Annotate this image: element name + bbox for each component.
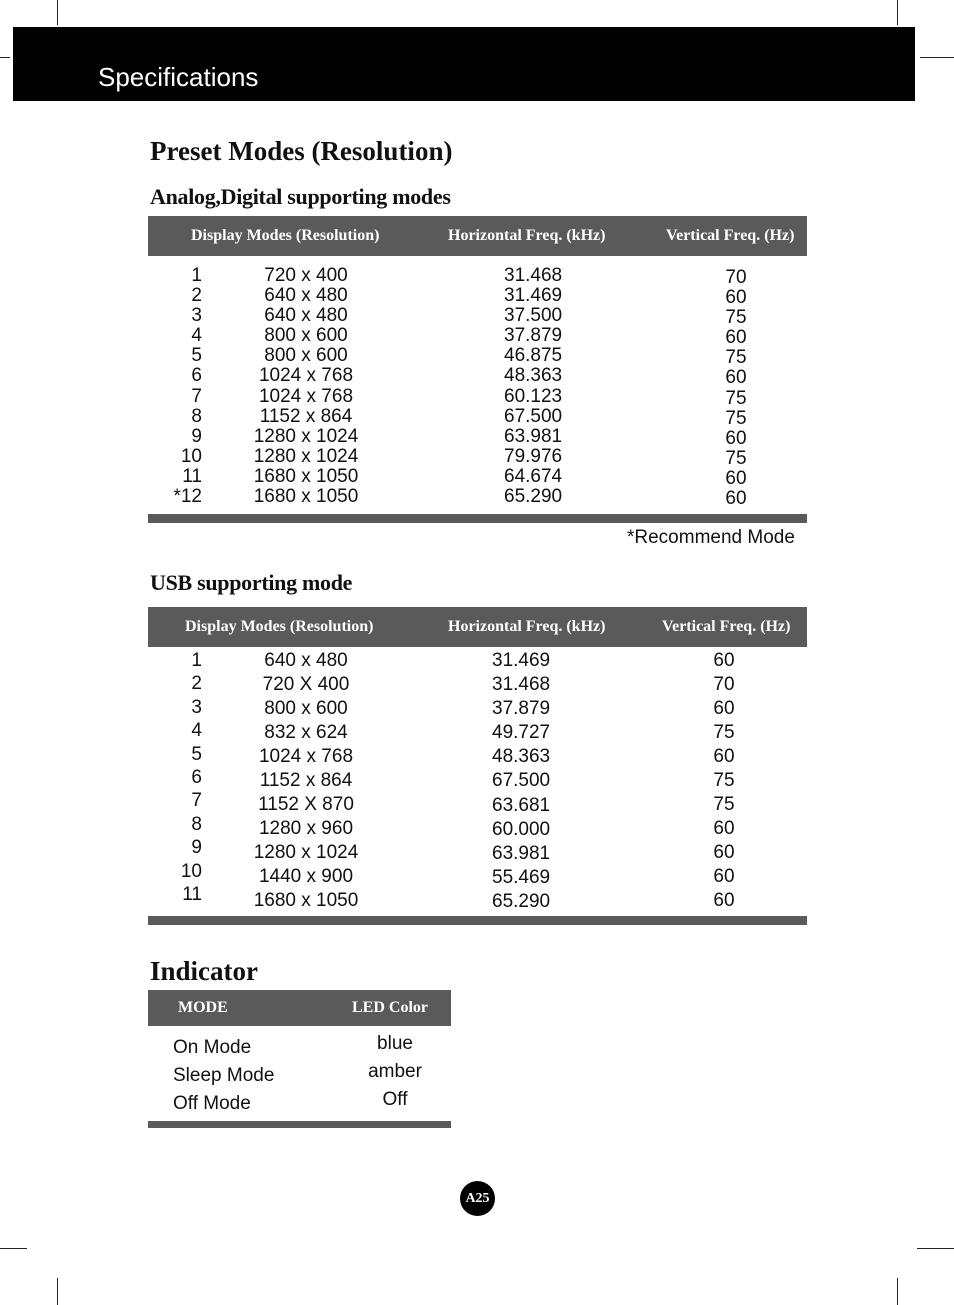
cell-vfreq: 70 <box>725 267 747 288</box>
cell-resolution: 1152 x 864 <box>259 770 353 791</box>
table-rule-indicator <box>148 1121 451 1128</box>
row-number: 9 <box>191 425 202 447</box>
cell-resolution: 1680 x 1050 <box>253 486 359 508</box>
row-number: 2 <box>191 285 202 307</box>
cell-resolution: 1280 x 1024 <box>253 445 359 467</box>
cell-hfreq: 67.500 <box>492 770 551 792</box>
analog-col-resolution <box>236 266 376 507</box>
row-number: 11 <box>182 884 202 906</box>
cell-resolution: 1024 x 768 <box>258 365 354 387</box>
cell-vfreq: 60 <box>713 866 735 887</box>
recommend-note: *Recommend Mode <box>627 527 795 548</box>
usb-col-vfreq <box>700 649 748 913</box>
cell-resolution: 1440 x 900 <box>258 866 354 887</box>
row-number: *12 <box>173 486 202 508</box>
cell-hfreq: 64.674 <box>504 465 563 487</box>
row-number: 4 <box>191 720 202 742</box>
row-number: 8 <box>191 813 202 835</box>
cell-vfreq: 75 <box>725 347 747 369</box>
cell-hfreq: 37.879 <box>492 698 551 720</box>
cell-resolution: 800 x 600 <box>264 345 348 367</box>
cell-hfreq: 49.727 <box>492 722 551 744</box>
cell-hfreq: 79.976 <box>504 445 563 467</box>
section-title-preset: Preset Modes (Resolution) <box>150 136 453 166</box>
cell-vfreq: 60 <box>713 842 735 863</box>
cell-hfreq: 31.469 <box>492 650 551 671</box>
cell-resolution: 1280 x 960 <box>258 818 354 839</box>
cell-vfreq: 75 <box>713 794 735 815</box>
cell-led-color: Off <box>382 1089 408 1110</box>
table-rule-usb <box>148 916 807 925</box>
page-number-badge: A25 <box>460 1181 495 1216</box>
column-header-led-color: LED Color <box>352 999 428 1016</box>
row-number: 1 <box>191 650 202 671</box>
table-header-indicator <box>148 990 451 1026</box>
crop-mark <box>0 1248 27 1249</box>
crop-mark <box>920 57 954 58</box>
cell-hfreq: 48.363 <box>504 365 563 387</box>
row-number: 10 <box>180 445 202 467</box>
cell-mode: On Mode <box>173 1037 252 1058</box>
cell-hfreq: 65.290 <box>504 486 563 508</box>
cell-hfreq: 60.000 <box>492 818 551 840</box>
cell-vfreq: 60 <box>725 467 747 489</box>
cell-resolution: 720 x 400 <box>264 265 348 286</box>
crop-mark <box>897 1278 898 1305</box>
crop-mark <box>897 0 898 25</box>
subsection-title-usb: USB supporting mode <box>150 570 353 595</box>
cell-led-color: blue <box>377 1033 413 1054</box>
row-number: 6 <box>191 365 202 387</box>
cell-vfreq: 60 <box>713 698 735 719</box>
cell-resolution: 832 x 624 <box>264 722 348 743</box>
crop-mark <box>0 57 10 58</box>
cell-hfreq: 31.468 <box>504 265 563 286</box>
row-number: 3 <box>191 305 202 327</box>
column-header-vfreq: Vertical Freq. (Hz) <box>666 227 795 244</box>
cell-hfreq: 31.468 <box>492 674 551 696</box>
cell-vfreq: 70 <box>713 674 735 695</box>
section-title-indicator: Indicator <box>150 956 258 986</box>
analog-col-vfreq <box>712 268 760 509</box>
cell-resolution: 1152 x 864 <box>259 405 353 427</box>
cell-vfreq: 75 <box>725 307 747 329</box>
cell-resolution: 1280 x 1024 <box>253 425 359 447</box>
row-number: 6 <box>191 767 202 789</box>
row-number: 8 <box>191 405 202 427</box>
cell-vfreq: 60 <box>725 327 747 349</box>
column-header-mode: MODE <box>178 999 228 1016</box>
cell-resolution: 1152 X 870 <box>258 794 354 815</box>
cell-vfreq: 60 <box>713 650 735 671</box>
row-number: 7 <box>191 790 202 812</box>
cell-hfreq: 65.290 <box>492 890 551 912</box>
cell-resolution: 720 X 400 <box>262 674 350 695</box>
crop-mark <box>917 1248 954 1249</box>
cell-vfreq: 60 <box>725 367 747 389</box>
cell-vfreq: 75 <box>725 407 747 429</box>
cell-vfreq: 75 <box>713 770 735 791</box>
cell-resolution: 800 x 600 <box>264 698 348 719</box>
cell-hfreq: 63.681 <box>492 794 551 816</box>
analog-col-hfreq <box>504 266 594 507</box>
cell-resolution: 1024 x 768 <box>258 385 354 407</box>
cell-hfreq: 60.123 <box>504 385 563 407</box>
row-number: 11 <box>182 465 202 487</box>
cell-resolution: 640 x 480 <box>264 305 348 327</box>
column-header-resolution: Display Modes (Resolution) <box>185 618 374 635</box>
cell-hfreq: 48.363 <box>492 746 551 768</box>
table-header-analog <box>148 216 807 256</box>
crop-mark <box>57 0 58 25</box>
column-header-resolution: Display Modes (Resolution) <box>191 227 380 244</box>
cell-hfreq: 46.875 <box>504 345 563 367</box>
cell-mode: Sleep Mode <box>173 1065 275 1086</box>
cell-hfreq: 37.500 <box>504 305 563 327</box>
row-number: 9 <box>191 837 202 859</box>
usb-col-number <box>150 649 202 906</box>
cell-vfreq: 75 <box>713 722 735 743</box>
cell-resolution: 640 x 480 <box>264 285 348 307</box>
row-number: 7 <box>191 385 202 407</box>
row-number: 1 <box>191 265 202 286</box>
cell-vfreq: 60 <box>725 287 747 309</box>
row-number: 4 <box>191 325 202 347</box>
table-header-usb <box>148 607 807 647</box>
cell-hfreq: 67.500 <box>504 405 563 427</box>
cell-resolution: 1680 x 1050 <box>253 465 359 487</box>
cell-resolution: 1280 x 1024 <box>253 842 359 863</box>
cell-vfreq: 60 <box>713 818 735 839</box>
page-title: Specifications <box>98 62 259 92</box>
cell-resolution: 800 x 600 <box>264 325 348 347</box>
cell-vfreq: 60 <box>725 427 747 449</box>
usb-col-hfreq <box>492 649 582 914</box>
row-number: 5 <box>191 345 202 367</box>
crop-mark <box>57 1278 58 1305</box>
cell-resolution: 1680 x 1050 <box>253 890 359 911</box>
subsection-title-analog: Analog,Digital supporting modes <box>150 184 451 209</box>
cell-vfreq: 60 <box>725 488 747 510</box>
row-number: 2 <box>191 673 202 695</box>
column-header-hfreq: Horizontal Freq. (kHz) <box>448 227 606 244</box>
usb-col-resolution <box>236 649 376 913</box>
cell-resolution: 640 x 480 <box>264 650 348 671</box>
column-header-vfreq: Vertical Freq. (Hz) <box>662 618 791 635</box>
cell-hfreq: 55.469 <box>492 866 551 888</box>
cell-vfreq: 60 <box>713 890 735 911</box>
cell-vfreq: 75 <box>725 447 747 469</box>
cell-vfreq: 75 <box>725 387 747 409</box>
table-rule-analog <box>148 514 807 523</box>
cell-hfreq: 63.981 <box>492 842 551 864</box>
column-header-hfreq: Horizontal Freq. (kHz) <box>448 618 606 635</box>
indicator-col-mode <box>173 1034 274 1118</box>
row-number: 3 <box>191 696 202 718</box>
cell-led-color: amber <box>368 1061 422 1082</box>
cell-hfreq: 63.981 <box>504 425 563 447</box>
cell-hfreq: 37.879 <box>504 325 563 347</box>
cell-hfreq: 31.469 <box>504 285 563 307</box>
cell-resolution: 1024 x 768 <box>258 746 354 767</box>
cell-vfreq: 60 <box>713 746 735 767</box>
analog-col-number <box>150 266 202 507</box>
row-number: 10 <box>180 860 202 882</box>
row-number: 5 <box>191 743 202 765</box>
cell-mode: Off Mode <box>173 1093 251 1114</box>
indicator-col-color <box>355 1030 435 1114</box>
